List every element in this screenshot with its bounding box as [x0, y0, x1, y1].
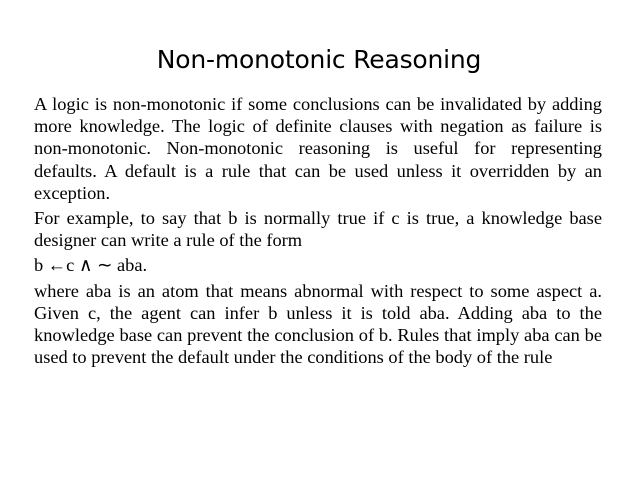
slide-body — [34, 93, 602, 371]
paragraph-explanation: where aba is an atom that means abnormal with respect to some aspect a. Given c, the agent can infer b unless it is told aba. Adding aba to the knowledge base can prevent the conclusion of b. Rules that imply aba can be used to prevent the default under the conditions of the body of the rule — [34, 280, 602, 368]
paragraph-definition: A logic is non-monotonic if some conclusions can be invalidated by adding more knowledge. The logic of definite clauses with negation as failure is non-monotonic. Non-monotonic reasoning is useful for representing defaults. A default is a rule that can be used unless it overridden by an exception. — [34, 94, 602, 203]
slide-title: Non-monotonic Reasoning — [156, 45, 482, 74]
rule-formula: b ←c ∧ ∼ aba. — [34, 255, 148, 276]
paragraph-example: For example, to say that b is normally true if c is true, a knowledge base designer can write a rule of the form — [34, 208, 602, 251]
